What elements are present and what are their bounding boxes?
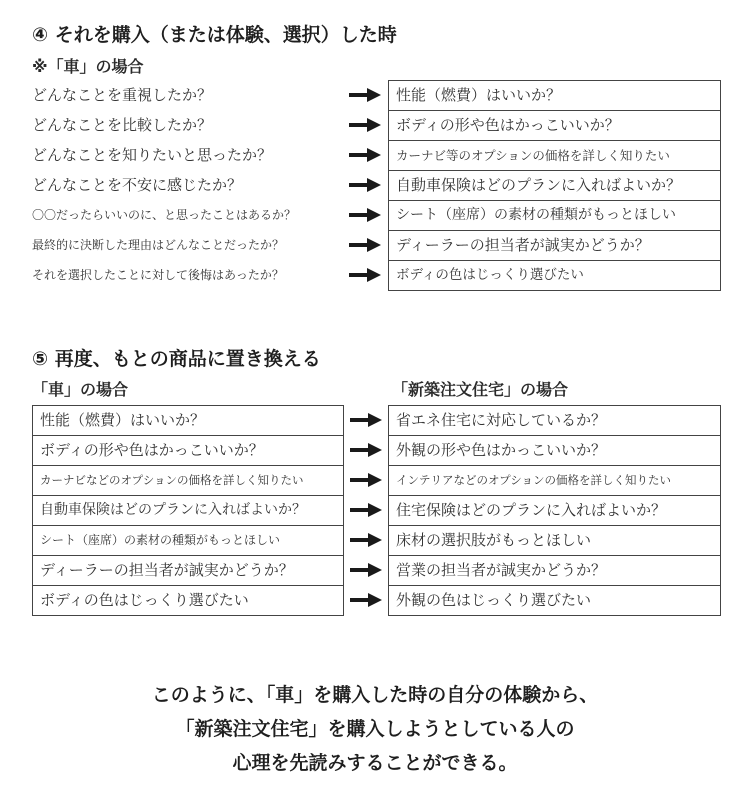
question-item: どんなことを重視したか？ (32, 86, 213, 104)
car-cell: シート（座席）の素材の種類がもっとほしい (33, 526, 343, 556)
question-item: どんなことを不安に感じたか？ (32, 176, 243, 194)
question-item: 最終的に決断した理由はどんなことだったか？ (32, 238, 285, 252)
car-cell: ディーラーの担当者が誠実かどうか？ (33, 556, 343, 586)
arrow-right-icon (349, 585, 383, 615)
house-cell: 外観の色はじっくり選びたい (396, 591, 592, 609)
summary-line: このように、「車」を購入した時の自分の体験から、 (151, 684, 599, 706)
question-item: 〇〇だったらいいのに、と思ったことはあるか？ (32, 208, 297, 222)
house-label: 「新築注文住宅」の場合 (392, 380, 569, 399)
answer-cell: 性能（燃費）はいいか？ (389, 81, 720, 111)
house-cell: 営業の担当者が誠実かどうか？ (389, 556, 720, 586)
car-cell: 自動車保険はどのプランに入ればよいか？ (33, 496, 343, 526)
arrow-right-icon (348, 80, 382, 110)
house-box (388, 405, 721, 616)
house-cell: 床材の選択肢がもっとほしい (389, 526, 720, 556)
arrow-right-icon (348, 200, 382, 230)
arrow-right-icon (348, 260, 382, 290)
car-cell: カーナビなどのオプションの価格を詳しく知りたい (33, 466, 343, 496)
house-cell: インテリアなどのオプションの価格を詳しく知りたい (389, 466, 720, 496)
arrow-right-icon (349, 525, 383, 555)
section4-subtitle: ※「車」の場合 (32, 57, 144, 76)
arrow-right-icon (349, 465, 383, 495)
arrow-right-icon (349, 495, 383, 525)
answer-cell: ディーラーの担当者が誠実かどうか？ (389, 231, 720, 261)
answer-cell: カーナビ等のオプションの価格を詳しく知りたい (389, 141, 720, 171)
car-cell: 性能（燃費）はいいか？ (33, 406, 343, 436)
summary-line: 「新築注文住宅」を購入しようとしている人の (175, 718, 575, 740)
car-label: 「車」の場合 (32, 380, 129, 399)
summary-line: 心理を先読みすることができる。 (232, 752, 518, 774)
question-item: どんなことを比較したか？ (32, 116, 213, 134)
house-cell: 外観の形や色はかっこいいか？ (389, 436, 720, 466)
car-cell: ボディの色はじっくり選びたい (40, 591, 249, 609)
arrow-right-icon (349, 435, 383, 465)
question-item: どんなことを知りたいと思ったか？ (32, 146, 273, 164)
car-box (32, 405, 344, 616)
house-cell: 省エネ住宅に対応しているか？ (389, 406, 720, 436)
answer-cell: 自動車保険はどのプランに入ればよいか？ (389, 171, 720, 201)
section4-answer-box (388, 80, 721, 291)
section4-questions (32, 80, 352, 290)
answer-cell: ボディの色はじっくり選びたい (396, 267, 584, 283)
arrow-right-icon (349, 405, 383, 435)
arrow-right-icon (348, 110, 382, 140)
arrow-right-icon (349, 555, 383, 585)
car-cell: ボディの形や色はかっこいいか？ (33, 436, 343, 466)
arrow-right-icon (348, 140, 382, 170)
answer-cell: ボディの形や色はかっこいいか？ (389, 111, 720, 141)
arrow-right-icon (348, 230, 382, 260)
house-cell: 住宅保険はどのプランに入ればよいか？ (389, 496, 720, 526)
question-item: それを選択したことに対して後悔はあったか？ (32, 268, 284, 282)
arrow-right-icon (348, 170, 382, 200)
section5-title: ⑤ 再度、もとの商品に置き換える (32, 348, 321, 370)
section4-title: ④ それを購入（または体験、選択）した時 (32, 24, 397, 46)
answer-cell: シート（座席）の素材の種類がもっとほしい (389, 201, 720, 231)
